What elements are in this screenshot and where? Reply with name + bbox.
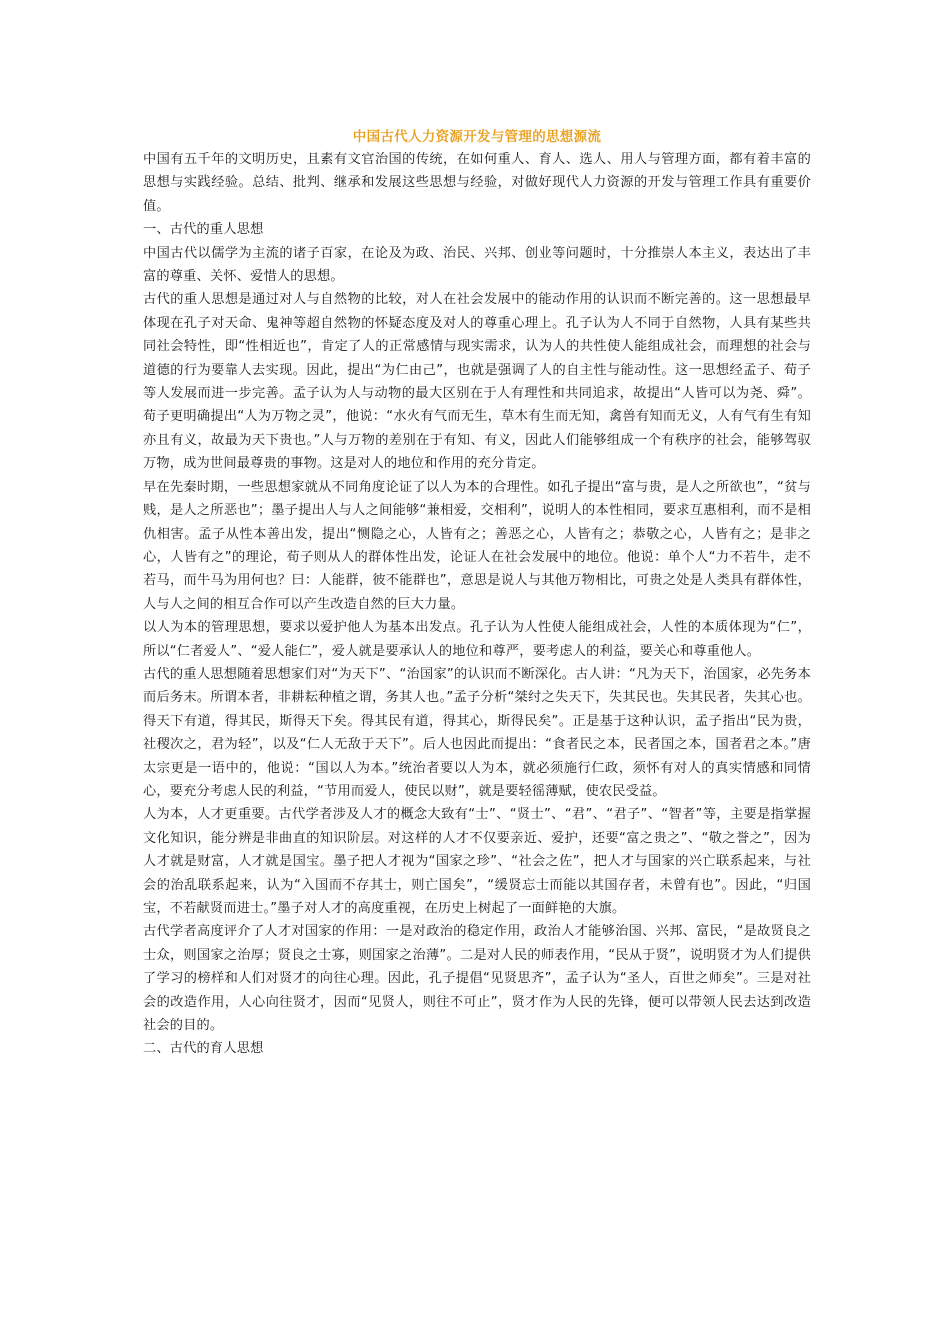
- paragraph: 中国古代以儒学为主流的诸子百家，在论及为政、治民、兴邦、创业等问题时，十分推崇人本主义，表达出了丰富的尊重、关怀、爱惜人的思想。: [143, 245, 811, 285]
- paragraph: 以人为本的管理思想，要求以爱护他人为基本出发点。孔子认为人性使人能组成社会，人性的本质体现为“仁”，所以“仁者爱人”、“爱人能仁”，爱人就是要承认人的地位和尊严，要考虑人的利益，要关心和尊重他人。: [143, 620, 811, 659]
- document-title: 中国古代人力资源开发与管理的思想源流: [352, 129, 602, 145]
- paragraph: 古代的重人思想随着思想家们对“为天下”、“治国家”的认识而不断深化。古人讲：“凡为天下，治国家，必先务本而后务末。所谓本者，非耕耘种植之谓，务其人也。”孟子分析“桀纣之失天下，失其民也。失其民者，失其心也。得天下有道，得其民，斯得天下矣。得其民有道，得其心，斯得民矣”。正是基于这种认识，孟子指出“民为贵，社稷次之，君为轻”，以及“仁人无敌于天下”。后人也因此而提出：“食者民之本，民者国之本，国者君之本。”唐太宗更是一语中的，他说：“国以人为本。”统治者要以人为本，就必须施行仁政，须怀有对人的真实情感和同情心，要充分考虑人民的利益，“节用而爱人，使民以财”，就是要轻徭薄赋，使农民受益。: [143, 666, 811, 799]
- paragraph: 古代学者高度评介了人才对国家的作用：一是对政治的稳定作用，政治人才能够治国、兴邦、富民，“是故贤良之士众，则国家之治厚；贤良之士寡，则国家之治薄”。二是对人民的师表作用，“民从于贤”，说明贤才为人们提供了学习的榜样和人们对贤才的向往心理。因此，孔子提倡“见贤思齐”，孟子认为“圣人，百世之师矣”。三是对社会的改造作用，人心向往贤才，因而“见贤人，则往不可止”，贤才作为人民的先锋，便可以带领人民去达到改造社会的目的。: [143, 924, 811, 1034]
- document-page: [143, 126, 811, 1061]
- paragraph: 早在先秦时期，一些思想家就从不同角度论证了以人为本的合理性。如孔子提出“富与贵，是人之所欲也”，“贫与贱，是人之所恶也”；墨子提出人与人之间能够“兼相爱，交相利”，说明人的本性相同，要求互惠相利，而不是相仇相害。孟子从性本善出发，提出“恻隐之心，人皆有之；善恶之心，人皆有之；恭敬之心，人皆有之；是非之心，人皆有之”的理论，荀子则从人的群体性出发，论证人在社会发展中的地位。他说：单个人“力不若牛，走不若马，而牛马为用何也？曰：人能群，彼不能群也”，意思是说人与其他万物相比，可贵之处是人类具有群体性，人与人之间的相互合作可以产生改造自然的巨大力量。: [143, 479, 811, 612]
- paragraph: 人为本，人才更重要。古代学者涉及人才的概念大致有“士”、“贤士”、“君”、“君子”、“智者”等，主要是指掌握文化知识，能分辨是非曲直的知识阶层。对这样的人才不仅要亲近、爱护，还要“富之贵之”、“敬之誉之”，因为人才就是财富，人才就是国宝。墨子把人才视为“国家之珍”、“社会之佐”，把人才与国家的兴亡联系起来，与社会的治乱联系起来，认为“入国而不存其士，则亡国矣”，“缓贤忘士而能以其国存者，未曾有也”。因此，“归国宝，不若献贤而进士。”墨子对人才的高度重视，在历史上树起了一面鲜艳的大旗。: [143, 807, 811, 916]
- paragraph-intro: 中国有五千年的文明历史，且素有文官治国的传统，在如何重人、育人、选人、用人与管理方面，都有着丰富的思想与实践经验。总结、批判、继承和发展这些思想与经验，对做好现代人力资源的开发与管理工作具有重要价值。: [143, 152, 811, 214]
- paragraph: 古代的重人思想是通过对人与自然物的比较，对人在社会发展中的能动作用的认识而不断完善的。这一思想最早体现在孔子对天命、鬼神等超自然物的怀疑态度及对人的尊重心理上。孔子认为人不同于自然物，人具有某些共同社会特性，即“性相近也”，肯定了人的正常感情与现实需求，认为人的共性使人能组成社会，而理想的社会与道德的行为要靠人去实现。因此，提出“为仁由己”，也就是强调了人的自主性与能动性。这一思想经孟子、荀子等人发展而进一步完善。孟子认为人与动物的最大区别在于人有理性和共同追求，故提出“人皆可以为尧、舜”。荀子更明确提出“人为万物之灵”，他说：“水火有气而无生，草木有生而无知，禽兽有知而无义，人有气有生有知亦且有义，故最为天下贵也。”人与万物的差别在于有知、有义，因此人们能够组成一个有秩序的社会，能够驾驭万物，成为世间最尊贵的事物。这是对人的地位和作用的充分肯定。: [143, 292, 811, 472]
- section-heading-2: 二、古代的育人思想: [143, 1041, 264, 1057]
- section-heading-1: 一、古代的重人思想: [143, 222, 264, 238]
